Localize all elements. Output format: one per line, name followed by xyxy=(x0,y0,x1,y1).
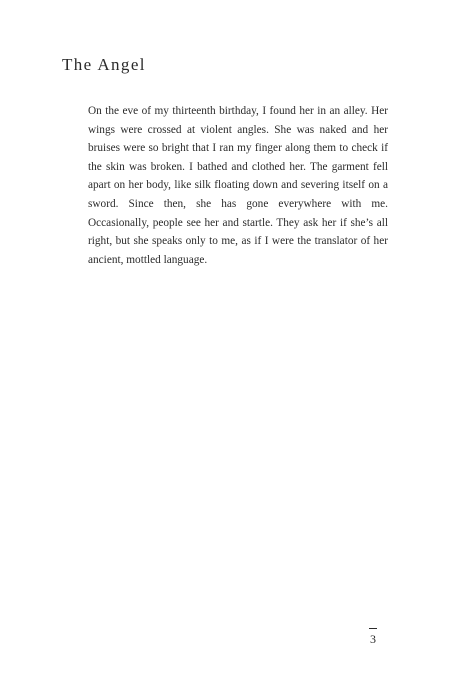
page-number-rule xyxy=(369,628,377,629)
page-footer xyxy=(366,628,380,646)
page-title: The Angel xyxy=(62,55,146,74)
body-paragraph: On the eve of my thirteenth birthday, I found her in an alley. Her wings were crossed at violent angles. She was naked and her bruises were so bright that I ran my finger along them to check if the skin was broken. I bathed and clothed her. The garment fell apart on her body, like silk floating down and severing itself on a sword. Since then, she has gone everywhere with me. Occasionally, people see her and startle. They ask her if she’s all right, but she speaks only to me, as if I were the translator of her ancient, mottled language. xyxy=(88,105,388,266)
page-number: 3 xyxy=(370,632,376,646)
